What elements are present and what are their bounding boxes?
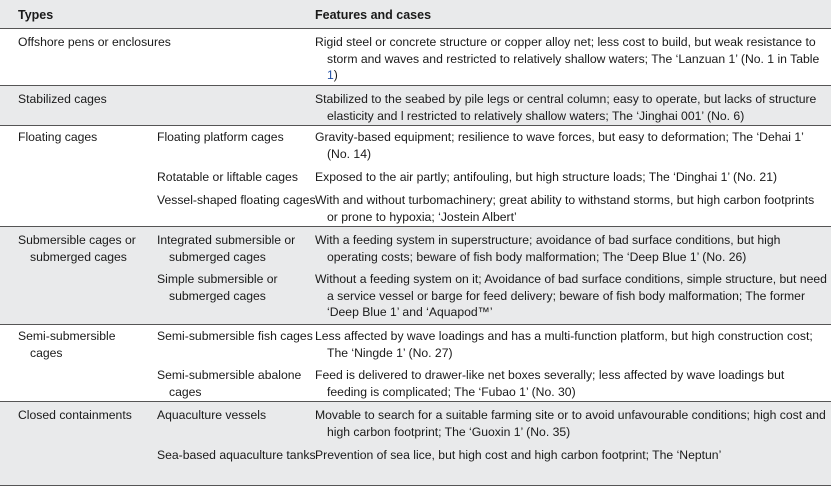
subtype-floating-platform: Floating platform cages xyxy=(157,130,284,144)
subtype-rotatable: Rotatable or liftable cages xyxy=(157,170,298,184)
features-sea-tanks: Prevention of sea lice, but high cost and high carbon footprint; The ‘Neptun’ xyxy=(315,448,722,462)
table-row-floating xyxy=(0,125,831,226)
features-floating-platform: Gravity-based equipment; resilience to wave forces, but easy to deformation; The ‘Dehai 1’ (No. 14) xyxy=(315,130,804,161)
features-offshore-text: Rigid steel or concrete structure or copper alloy net; less cost to build, but weak resistance to storm and waves and restricted to relatively shallow waters; The ‘Lanzuan 1’ (No. 1 in Table xyxy=(315,35,820,66)
table-row-semisubmersible xyxy=(0,324,831,401)
subtype-simple: Simple submersible or submerged cages xyxy=(157,272,278,303)
subtype-aquaculture-vessels: Aquaculture vessels xyxy=(157,408,267,422)
table-row-offshore xyxy=(0,29,831,85)
subtype-vessel-shaped: Vessel-shaped floating cages xyxy=(157,193,316,207)
table-row-stabilized xyxy=(0,85,831,125)
table-row-submersible xyxy=(0,226,831,324)
subtype-sea-tanks: Sea-based aquaculture tanks xyxy=(157,448,316,462)
subtype-integrated: Integrated submersible or submerged cages xyxy=(157,233,296,264)
type-submersible: Submersible cages or submerged cages xyxy=(18,233,136,264)
features-offshore xyxy=(315,34,827,84)
table-ref-link[interactable]: 1 xyxy=(327,68,334,82)
type-closed: Closed containments xyxy=(18,408,132,422)
type-semisubmersible: Semi-submersible cages xyxy=(18,329,116,360)
table-row-closed xyxy=(0,401,831,486)
features-stabilized: Stabilized to the seabed by pile legs or central column; easy to operate, but lacks of structure elasticity and l restricted to relatively shallow waters; The ‘Jinghai 001’ (No. 6) xyxy=(315,92,817,123)
features-semisub-fish: Less affected by wave loadings and has a multi-function platform, but high construction cost; The ‘Ningde 1’ (No. 27) xyxy=(315,329,813,360)
header-features: Features and cases xyxy=(315,8,432,22)
features-semisub-abalone: Feed is delivered to drawer-like net boxes severally; less affected by wave loadings but feeding is complicated; The ‘Fubao 1’ (No. 30) xyxy=(315,368,785,399)
type-offshore: Offshore pens or enclosures xyxy=(18,35,171,49)
type-floating: Floating cages xyxy=(18,130,98,144)
table-header-row xyxy=(0,0,831,29)
features-offshore-end: ) xyxy=(333,68,338,82)
subtype-semisub-fish: Semi-submersible fish cages xyxy=(157,329,313,343)
subtype-semisub-abalone: Semi-submersible abalone cages xyxy=(157,368,302,399)
header-types: Types xyxy=(18,8,54,22)
features-integrated: With a feeding system in superstructure; avoidance of bad surface conditions, but high operating costs; beware of fish body malformation; The ‘Deep Blue 1’ (No. 26) xyxy=(315,233,781,264)
features-vessel-shaped: With and without turbomachinery; great ability to withstand storms, but high carbon footprints or prone to hypoxia; ‘Jostein Albert’ xyxy=(315,193,815,224)
features-rotatable: Exposed to the air partly; antifouling, but high structure loads; The ‘Dinghai 1’ (No. 21) xyxy=(315,170,778,184)
type-stabilized: Stabilized cages xyxy=(18,92,107,106)
features-aquaculture-vessels: Movable to search for a suitable farming site or to avoid unfavourable conditions; high cost and high carbon footprint; The ‘Guoxin 1’ (No. 35) xyxy=(315,408,826,439)
features-simple: Without a feeding system on it; Avoidance of bad surface conditions, simple structure, but need a service vessel or barge for feed delivery; beware of fish body malformation; The former ‘Deep Blue 1’ and ‘Aquapod™’ xyxy=(315,272,827,319)
